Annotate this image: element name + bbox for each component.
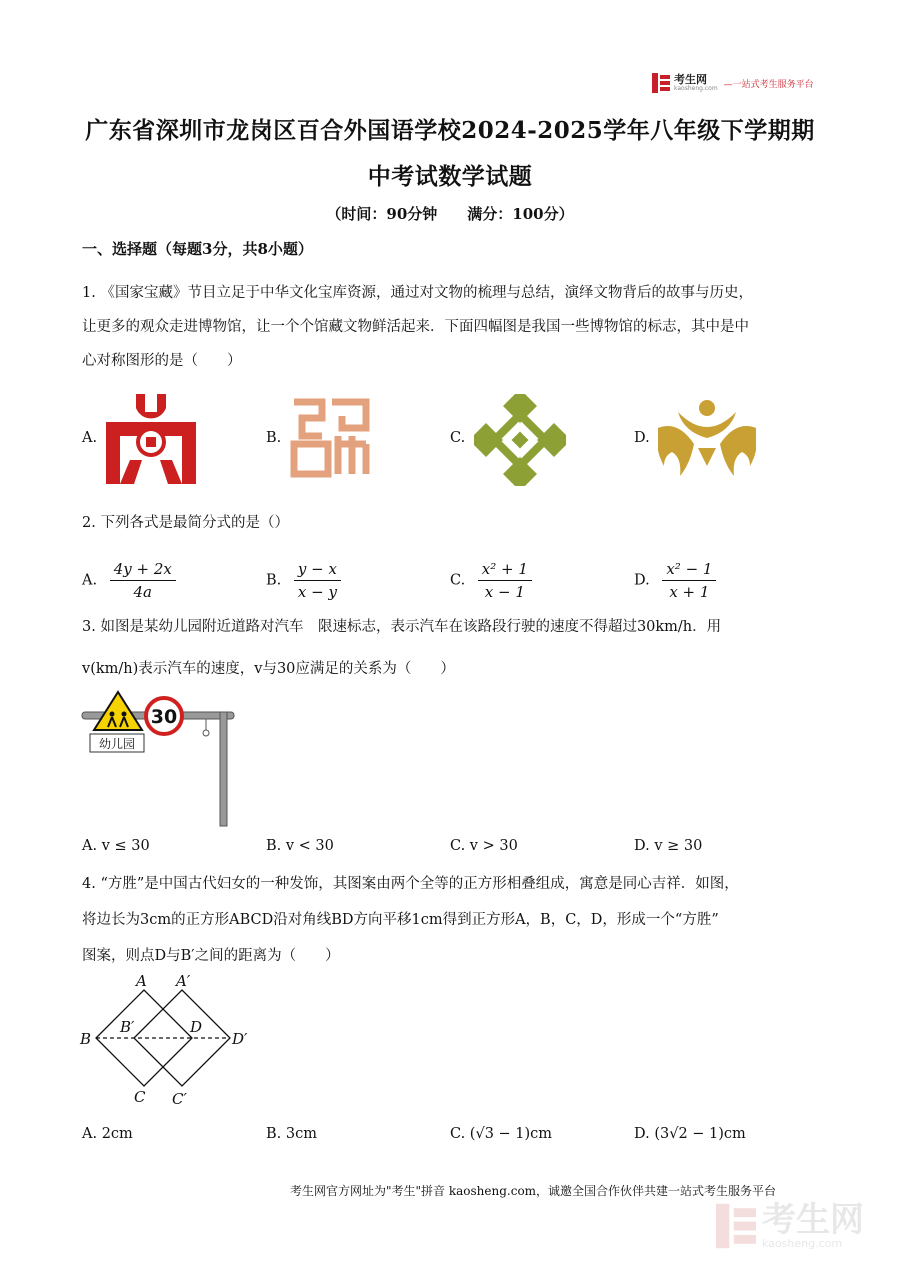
point-d-prime-label: D′: [232, 1030, 248, 1048]
q2-stem: 2. 下列各式是最简分式的是（）: [82, 515, 289, 531]
q2-option-c-label: C.: [450, 572, 466, 589]
fraction-denominator: 4a: [133, 583, 153, 601]
q2-option-d: [634, 560, 716, 601]
q2-option-d-fraction: [662, 560, 716, 601]
q2-option-d-label: D.: [634, 572, 650, 589]
watermark: [716, 1198, 886, 1254]
q1-line-3: 心对称图形的是（ ）: [82, 353, 242, 369]
point-b-prime-label: B′: [120, 1018, 135, 1036]
q1-line-2: 让更多的观众走进博物馆，让一个个馆藏文物鲜活起来．下面四幅图是我国一些博物馆的标志，其中是中: [82, 319, 749, 335]
fangsheng-diagram: [78, 970, 268, 1110]
brand-tagline: —一站式考生服务平台: [723, 79, 814, 90]
q3-option-b: B. v < 30: [266, 838, 334, 854]
question-3: [82, 606, 822, 690]
q4-option-d: D. (3√2 − 1)cm: [634, 1126, 746, 1142]
fraction-denominator: x − 1: [484, 583, 525, 601]
fraction-numerator: x² − 1: [662, 560, 716, 581]
museum-logo-b-icon: [288, 396, 372, 480]
q1-line-1: 1. 《国家宝藏》节目立足于中华文化宝库资源，通过对文物的梳理与总结，演绎文物背后的故事与历史，: [82, 285, 753, 301]
brand-logo-icon: [652, 73, 670, 93]
speed-limit-value: 30: [150, 706, 178, 728]
exam-info: （时间：90分钟 满分：100分）: [326, 205, 574, 223]
q2-option-a-fraction: [110, 560, 176, 601]
point-a-label: A: [136, 972, 147, 990]
watermark-domain: kaosheng.com: [762, 1236, 843, 1250]
q3-option-a: A. v ≤ 30: [82, 838, 150, 854]
q3-option-c: C. v > 30: [450, 838, 518, 854]
title-line-1: 广东省深圳市龙岗区百合外国语学校2024-2025学年八年级下学期期: [85, 117, 815, 144]
q3-line-1: 3. 如图是某幼儿园附近道路对汽车 限速标志，表示汽车在该路段行驶的速度不得超过30km/h．用: [82, 619, 722, 635]
brand-logo: [652, 72, 822, 94]
title-line-2: 中考试数学试题: [367, 163, 533, 190]
q2-option-b: [266, 560, 341, 601]
section-heading: 一、选择题（每题3分，共8小题）: [82, 240, 313, 258]
museum-logo-c-icon: [474, 394, 566, 486]
fraction-numerator: y − x: [294, 560, 341, 581]
question-1: [82, 276, 822, 378]
point-d-label: D: [190, 1018, 203, 1036]
q2-option-a-label: A.: [82, 572, 98, 589]
question-4: [82, 866, 822, 974]
q4-option-c: C. (√3 − 1)cm: [450, 1126, 553, 1142]
sign-kindergarten-label: 幼儿园: [98, 737, 136, 751]
museum-logo-a-icon: [106, 392, 196, 484]
q4-option-a: A. 2cm: [82, 1126, 133, 1142]
speed-limit-sign-figure: [80, 690, 240, 830]
q1-option-a-label: A.: [82, 430, 98, 446]
q4-line-2: 将边长为3cm的正方形ABCD沿对角线BD方向平移1cm得到正方形A，B，C，D，形成一个“方胜”: [82, 912, 719, 928]
fraction-numerator: x² + 1: [478, 560, 532, 581]
q1-option-d-label: D.: [634, 430, 650, 446]
brand-name: 考生网: [674, 73, 707, 86]
watermark-logo-icon: [716, 1203, 756, 1249]
point-c-label: C: [134, 1088, 146, 1106]
fraction-denominator: x − y: [297, 583, 337, 601]
q2-option-b-fraction: [294, 560, 341, 601]
q3-option-d: D. v ≥ 30: [634, 838, 703, 854]
q1-option-c-label: C.: [450, 430, 466, 446]
fraction-numerator: 4y + 2x: [110, 560, 176, 581]
q2-option-b-label: B.: [266, 572, 282, 589]
point-a-prime-label: A′: [176, 972, 191, 990]
watermark-text: 考生网: [762, 1199, 864, 1240]
brand-domain: kaosheng.com: [674, 85, 718, 92]
footer-text: 考生网官方网址为"考生"拼音 kaosheng.com，诚邀全国合作伙伴共建一站式考生服务平台: [290, 1184, 777, 1198]
point-b-label: B: [80, 1030, 92, 1048]
q1-option-b-label: B.: [266, 430, 282, 446]
q2-option-c: [450, 560, 532, 601]
q3-line-2: v(km/h)表示汽车的速度，v与30应满足的关系为（ ）: [82, 661, 455, 677]
point-c-prime-label: C′: [172, 1090, 187, 1108]
q2-option-c-fraction: [478, 560, 532, 601]
q4-line-1: 4. “方胜”是中国古代妇女的一种发饰，其图案由两个全等的正方形相叠组成，寓意是同心吉祥．如图，: [82, 876, 739, 892]
fraction-denominator: x + 1: [669, 583, 710, 601]
q2-option-a: [82, 560, 176, 601]
q4-line-3: 图案，则点D与B′之间的距离为（ ）: [82, 948, 340, 964]
warning-triangle-icon: [94, 692, 142, 730]
q4-option-b: B. 3cm: [266, 1126, 317, 1142]
museum-logo-d-icon: [658, 398, 756, 478]
